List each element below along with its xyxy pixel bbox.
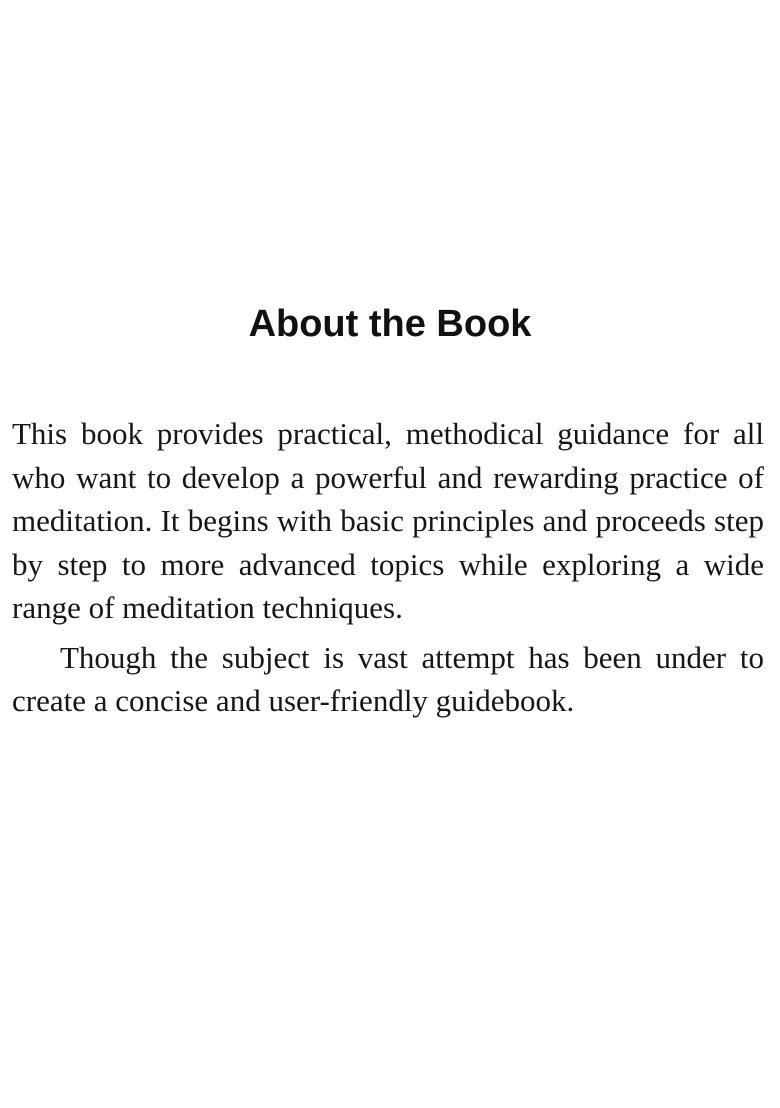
description-paragraph-1: This book provides practical, methodical guidance for all who want to develop a powerful and rewarding practice of meditation. It begins with basic principles and proceeds step by step to more advanced topics while exploring a wide range of meditation techniques. [12, 416, 764, 625]
book-description [12, 412, 764, 723]
page-title: About the Book [248, 303, 532, 345]
description-paragraph-2: Though the subject is vast attempt has been under to create a concise and user-friendly guidebook. [12, 639, 764, 718]
